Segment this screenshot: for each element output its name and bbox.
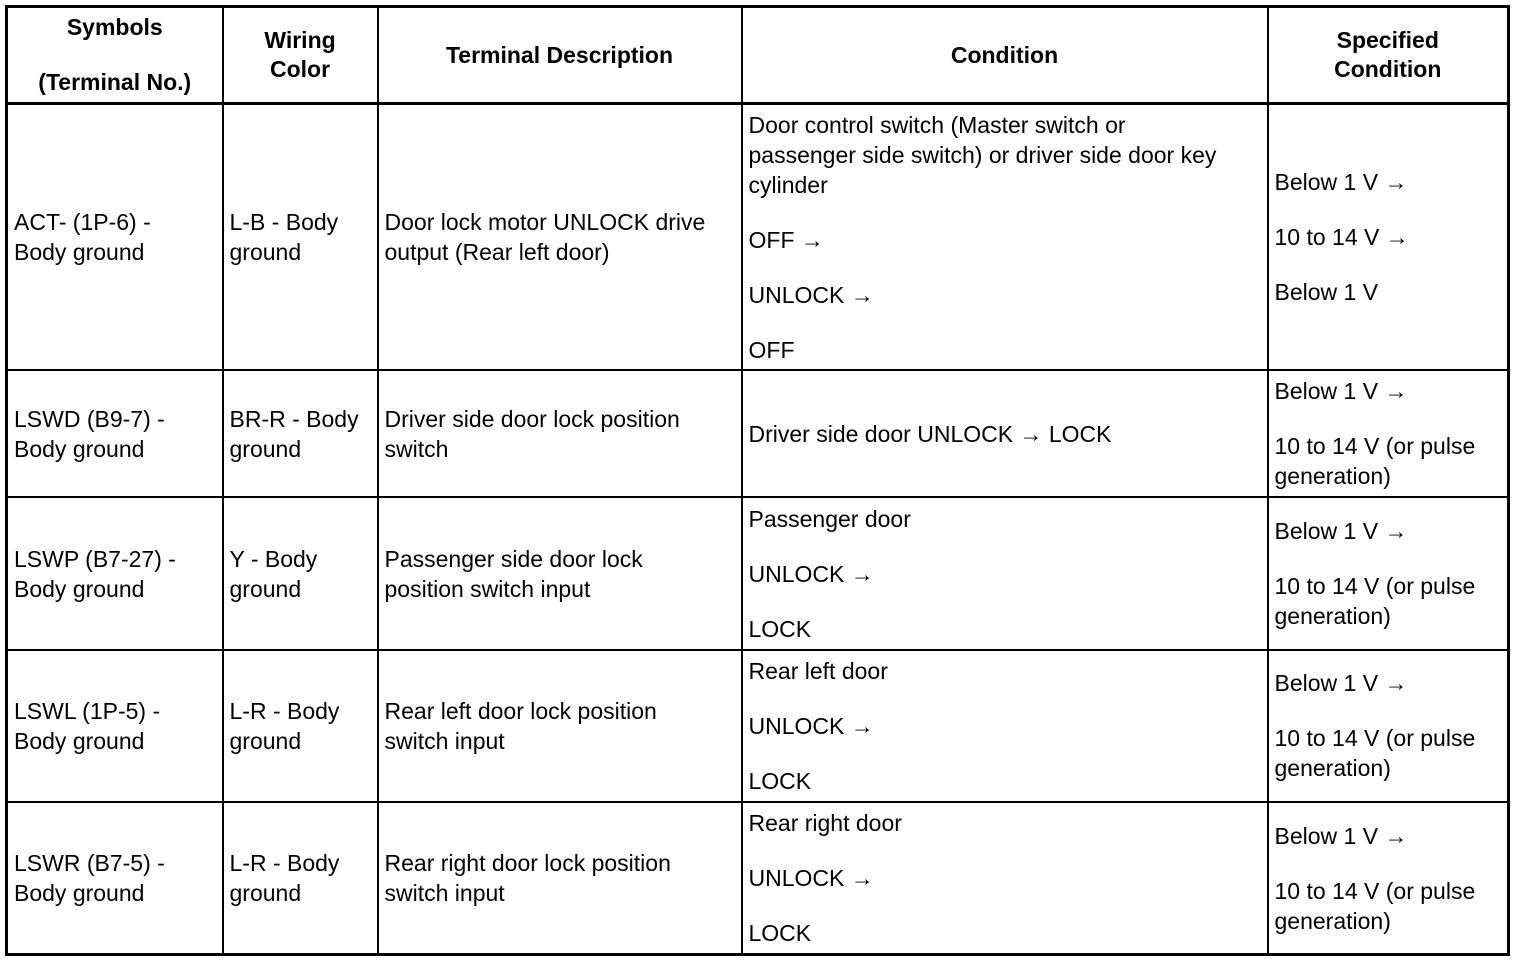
description-line: Passenger side door lock <box>384 545 643 572</box>
symbol-line: Body ground <box>14 727 145 754</box>
cell-specified <box>1268 104 1509 371</box>
header-symbols-line1: Symbols <box>66 14 163 40</box>
specified-line: generation) <box>1274 907 1391 934</box>
header-condition <box>742 7 1268 104</box>
cell-description <box>378 497 742 649</box>
wiring-line: L-B - Body <box>229 209 339 236</box>
wiring-line: L-R - Body <box>229 850 340 877</box>
condition-line: UNLOCK → <box>748 281 874 308</box>
header-wiring-line1: Wiring <box>264 27 336 53</box>
specified-line: generation) <box>1274 603 1391 630</box>
condition-line: LOCK <box>748 615 812 642</box>
specified-line: 10 to 14 V (or pulse <box>1274 725 1476 752</box>
description-line: position switch input <box>384 575 591 602</box>
wiring-line: Y - Body <box>229 545 318 572</box>
cell-specified <box>1268 650 1509 802</box>
cell-symbol <box>7 497 223 649</box>
cell-condition <box>742 650 1268 802</box>
description-line: switch input <box>384 727 505 754</box>
cell-description <box>378 650 742 802</box>
condition-line: UNLOCK → <box>748 865 874 892</box>
description-line: Rear left door lock position <box>384 697 657 724</box>
wiring-line: BR-R - Body <box>229 405 359 432</box>
cell-wiring <box>223 802 378 954</box>
condition-line: cylinder <box>748 171 828 198</box>
symbol-line: LSWR (B7-5) - <box>14 850 165 877</box>
specified-line: generation) <box>1274 463 1391 490</box>
specified-line: Below 1 V → <box>1274 670 1408 697</box>
description-line: switch input <box>384 880 505 907</box>
cell-symbol <box>7 370 223 497</box>
header-terminal-description <box>378 7 742 104</box>
cell-condition <box>742 497 1268 649</box>
condition-line: OFF → <box>748 226 824 253</box>
condition-line: Rear left door <box>748 657 888 684</box>
header-wiring-line2: Color <box>269 56 331 82</box>
specified-line: Below 1 V → <box>1274 378 1408 405</box>
symbol-line: Body ground <box>14 575 145 602</box>
symbol-line: LSWL (1P-5) - <box>14 697 161 724</box>
cell-condition <box>742 370 1268 497</box>
condition-line: Rear right door <box>748 810 902 837</box>
cell-description <box>378 104 742 371</box>
wiring-line: ground <box>229 435 302 462</box>
cell-specified <box>1268 497 1509 649</box>
description-line: switch <box>384 435 449 462</box>
header-condition-text: Condition <box>950 41 1059 68</box>
cell-description <box>378 370 742 497</box>
symbol-line: LSWD (B9-7) - <box>14 405 165 432</box>
condition-line: passenger side switch) or driver side door key <box>748 141 1217 168</box>
specified-line: Below 1 V <box>1274 279 1379 306</box>
wiring-line: ground <box>229 727 302 754</box>
header-symbols-line2: (Terminal No.) <box>38 69 192 95</box>
cell-specified <box>1268 370 1509 497</box>
table-row <box>7 370 1509 497</box>
specified-line: generation) <box>1274 755 1391 782</box>
header-symbols <box>7 7 223 104</box>
specified-line: Below 1 V → <box>1274 169 1408 196</box>
header-row <box>7 7 1509 104</box>
condition-line: LOCK <box>748 767 812 794</box>
cell-condition <box>742 802 1268 954</box>
symbol-line: Body ground <box>14 239 145 266</box>
specified-line: Below 1 V → <box>1274 822 1408 849</box>
symbol-line: ACT- (1P-6) - <box>14 209 151 236</box>
cell-description <box>378 802 742 954</box>
header-specified-line1: Specified <box>1336 27 1439 53</box>
cell-symbol <box>7 802 223 954</box>
cell-wiring <box>223 104 378 371</box>
cell-symbol <box>7 650 223 802</box>
wiring-line: ground <box>229 239 302 266</box>
cell-wiring <box>223 497 378 649</box>
specified-line: 10 to 14 V → <box>1274 224 1409 251</box>
condition-line: Door control switch (Master switch or <box>748 111 1126 138</box>
specified-line: 10 to 14 V (or pulse <box>1274 877 1476 904</box>
specified-line: 10 to 14 V (or pulse <box>1274 573 1476 600</box>
specified-line: 10 to 14 V (or pulse <box>1274 433 1476 460</box>
wiring-line: ground <box>229 880 302 907</box>
description-line: Rear right door lock position <box>384 850 671 877</box>
wiring-line: L-R - Body <box>229 697 340 724</box>
symbol-line: Body ground <box>14 435 145 462</box>
header-specified-line2: Condition <box>1334 56 1442 82</box>
symbol-line: Body ground <box>14 880 145 907</box>
table-row <box>7 650 1509 802</box>
condition-line: Passenger door <box>748 505 911 532</box>
condition-line: OFF <box>748 336 795 363</box>
header-terminal-description-text: Terminal Description <box>445 41 674 68</box>
table-row <box>7 802 1509 954</box>
description-line: Door lock motor UNLOCK drive <box>384 209 706 236</box>
symbol-line: LSWP (B7-27) - <box>14 545 176 572</box>
condition-line: LOCK <box>748 920 812 947</box>
cell-specified <box>1268 802 1509 954</box>
specified-line: Below 1 V → <box>1274 518 1408 545</box>
cell-wiring <box>223 370 378 497</box>
header-wiring-color <box>223 7 378 104</box>
table-row <box>7 104 1509 371</box>
table-row <box>7 497 1509 649</box>
condition-line: Driver side door UNLOCK → LOCK <box>748 420 1112 447</box>
cell-symbol <box>7 104 223 371</box>
cell-wiring <box>223 650 378 802</box>
header-specified-condition <box>1268 7 1509 104</box>
description-line: Driver side door lock position <box>384 405 680 432</box>
condition-line: UNLOCK → <box>748 560 874 587</box>
description-line: output (Rear left door) <box>384 239 610 266</box>
condition-line: UNLOCK → <box>748 712 874 739</box>
wiring-line: ground <box>229 575 302 602</box>
cell-condition <box>742 104 1268 371</box>
terminal-spec-table <box>5 5 1510 956</box>
